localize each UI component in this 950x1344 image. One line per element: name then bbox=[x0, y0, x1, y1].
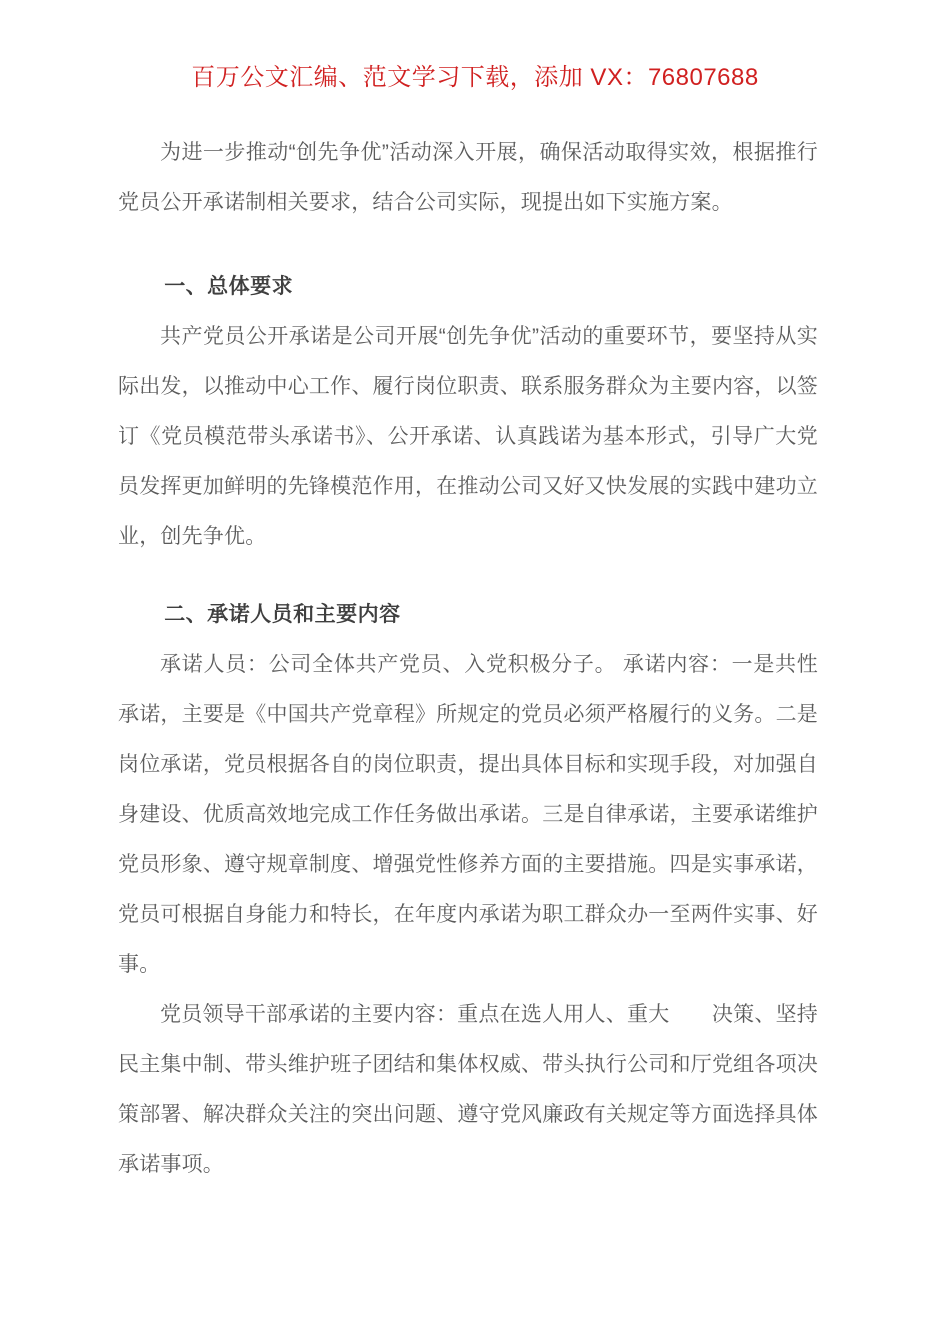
section-heading-2: 二、承诺人员和主要内容 bbox=[164, 603, 401, 626]
spacer bbox=[118, 228, 818, 262]
section-1-paragraph: 共产党员公开承诺是公司开展“创先争优”活动的重要环节，要坚持从实际出发，以推动中心工作、履行岗位职责、联系服务群众为主要内容，以签订《党员模范带头承诺书》、公开承诺、认真践诺为基本形式，引导广大党员发挥更加鲜明的先锋模范作用，在推动公司又好又快发展的实践中建功立业，创先争优。 bbox=[118, 325, 818, 548]
spacer bbox=[118, 562, 818, 590]
intro-paragraph: 为进一步推动“创先争优”活动深入开展，确保活动取得实效，根据推行党员公开承诺制相关要求，结合公司实际，现提出如下实施方案。 bbox=[118, 141, 818, 214]
section-2-paragraph-2: 党员领导干部承诺的主要内容：重点在选人用人、重大 决策、坚持民主集中制、带头维护班子团结和集体权威、带头执行公司和厅党组各项决策部署、解决群众关注的突出问题、遵守党风廉政有关规定等方面选择具体承诺事项。 bbox=[118, 1003, 818, 1176]
section-2-paragraph-1: 承诺人员：公司全体共产党员、入党积极分子。 承诺内容：一是共性承诺，主要是《中国共产党章程》所规定的党员必须严格履行的义务。二是岗位承诺，党员根据各自的岗位职责，提出具体目标和实现手段，对加强自身建设、优质高效地完成工作任务做出承诺。三是自律承诺，主要承诺维护党员形象、遵守规章制度、增强党性修养方面的主要措施。四是实事承诺，党员可根据自身能力和特长，在年度内承诺为职工群众办一至两件实事、好事。 bbox=[118, 653, 818, 976]
promo-banner: 百万公文汇编、范文学习下载，添加 VX：76807688 bbox=[191, 64, 759, 91]
section-heading-1: 一、总体要求 bbox=[164, 275, 294, 298]
document-body bbox=[118, 128, 818, 1190]
